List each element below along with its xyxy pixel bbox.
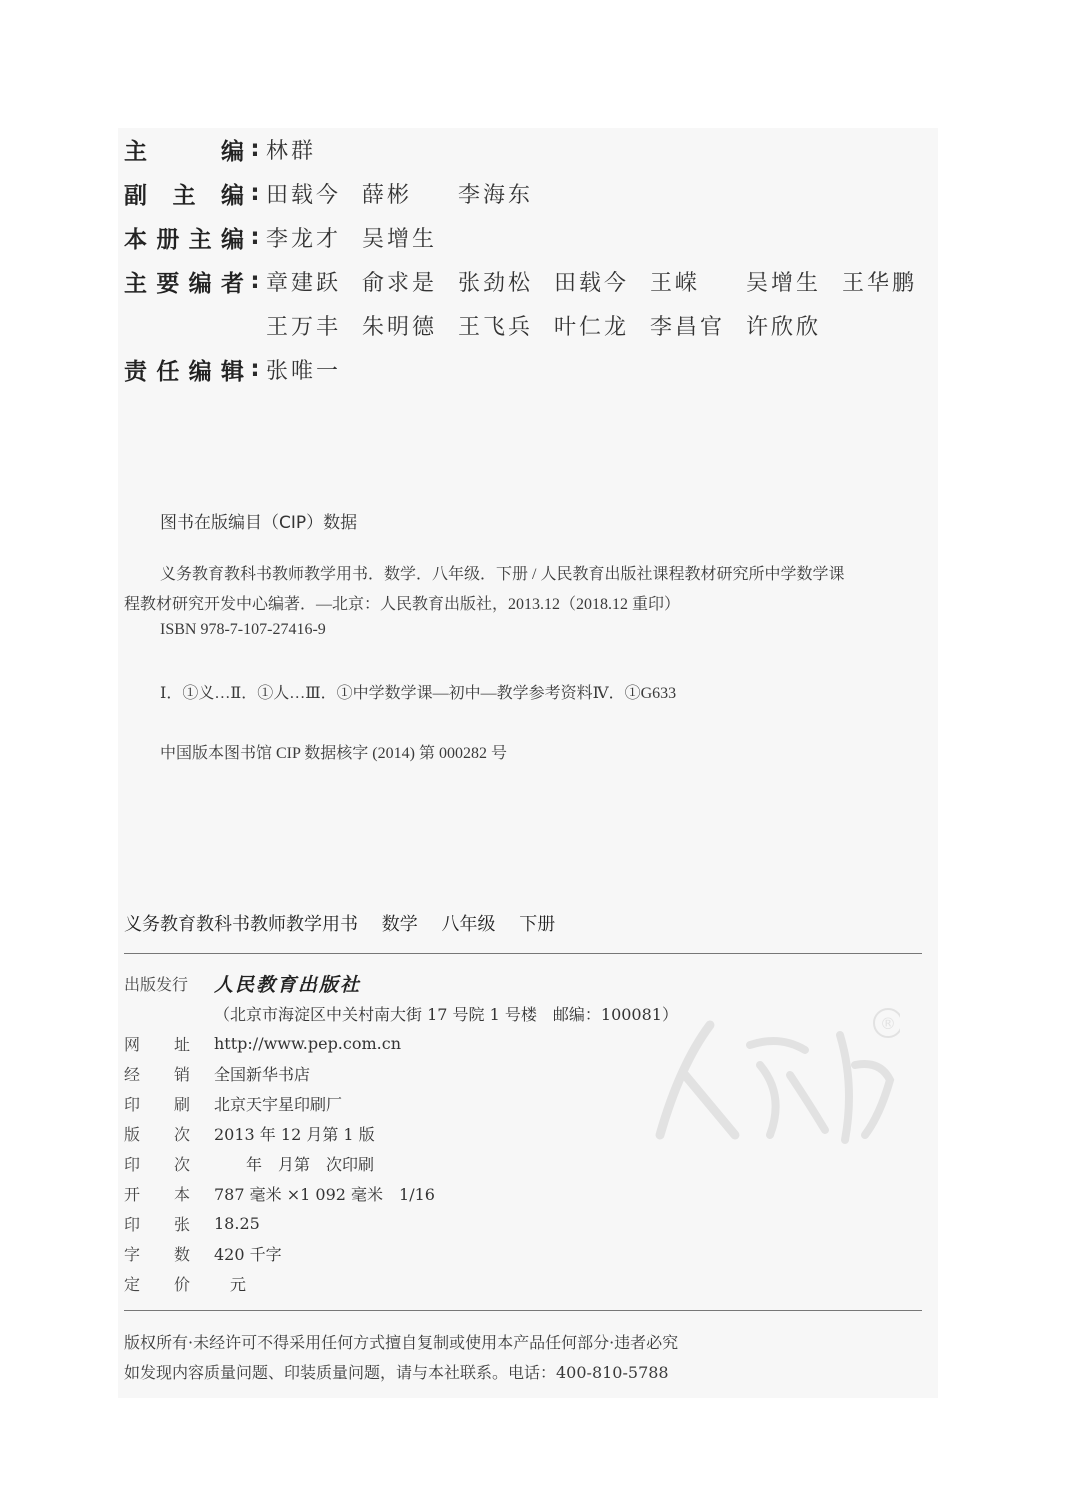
editor-name: 许欣欣 xyxy=(746,314,822,340)
editor-name: 叶仁龙 xyxy=(554,314,630,340)
cip-description-line2: 程教材研究开发中心编著．—北京：人民教育出版社，2013.12（2018.12 重印） xyxy=(124,596,681,613)
publisher-logo: 人民教育出版社 xyxy=(214,973,362,996)
editor-name: 李龙才 xyxy=(266,226,342,252)
imprint-value: 年 月第 次印刷 xyxy=(214,1154,375,1174)
imprint-value: 787 毫米 ×1 092 毫米 1/16 xyxy=(214,1184,435,1204)
imprint-value: 北京天宇星印刷厂 xyxy=(214,1094,343,1114)
colon: : xyxy=(250,356,260,382)
colon: : xyxy=(250,224,260,250)
editor-name: 田载今 xyxy=(554,270,630,296)
editor-name: 王华鹏 xyxy=(842,270,918,296)
imprint-value: 18.25 xyxy=(214,1213,260,1233)
editor-name: 李昌官 xyxy=(650,314,726,340)
imprint-label: 印 次 xyxy=(124,1154,190,1174)
book-volume: 下册 xyxy=(519,914,556,935)
editor-name: 林群 xyxy=(266,138,317,164)
editor-name: 李海东 xyxy=(458,182,534,208)
book-series: 义务教育教科书教师教学用书 xyxy=(124,914,358,935)
book-grade: 八年级 xyxy=(441,914,496,935)
imprint-label: 经 销 xyxy=(124,1064,190,1084)
main-editors-names-row1 xyxy=(266,266,938,297)
cip-record-number: 中国版本图书馆 CIP 数据核字 (2014) 第 000282 号 xyxy=(160,745,507,762)
editor-name: 王飞兵 xyxy=(458,314,534,340)
responsible-editor-names xyxy=(266,354,362,385)
colon: : xyxy=(250,136,260,162)
responsible-editor-row xyxy=(124,351,362,387)
imprint-row xyxy=(124,1090,342,1116)
responsible-editor-label: 责 任 编 辑 xyxy=(124,358,244,385)
volume-editor-label: 本 册 主 编 xyxy=(124,226,244,253)
colon: : xyxy=(250,180,260,206)
imprint-label: 印 张 xyxy=(124,1214,190,1234)
main-editors-label: 主 要 编 者 xyxy=(124,270,244,297)
imprint-value: 全国新华书店 xyxy=(214,1064,311,1084)
book-title xyxy=(124,910,573,936)
imprint-row xyxy=(124,1270,246,1296)
cip-isbn: ISBN 978-7-107-27416-9 xyxy=(160,621,326,638)
imprint-label: 版 次 xyxy=(124,1124,190,1144)
book-subject: 数学 xyxy=(381,914,418,935)
publisher-address: （北京市海淀区中关村南大街 17 号院 1 号楼 邮编：100081） xyxy=(214,1004,678,1024)
copyright-notice: 版权所有·未经许可不得采用任何方式擅自复制或使用本产品任何部分·违者必究 xyxy=(124,1333,679,1352)
imprint-value: 420 千字 xyxy=(214,1244,282,1264)
imprint-row xyxy=(124,1240,282,1266)
cip-description-line1: 义务教育教科书教师教学用书．数学．八年级．下册 / 人民教育出版社课程教材研究所中学数学课 xyxy=(160,566,845,583)
editor-name: 吴增生 xyxy=(362,226,438,252)
cip-title: 图书在版编目（CIP）数据 xyxy=(160,513,358,533)
address-row xyxy=(214,1000,678,1026)
imprint-label: 定 价 xyxy=(124,1274,190,1294)
publisher-watermark xyxy=(640,1005,900,1155)
volume-editor-row xyxy=(124,219,458,255)
imprint-label: 印 刷 xyxy=(124,1094,190,1114)
editor-name: 田载今 xyxy=(266,182,342,208)
divider xyxy=(124,953,922,954)
main-editors-row2 xyxy=(124,307,842,343)
cip-classification: Ⅰ．①义…Ⅱ．①人…Ⅲ．①中学数学课—初中—教学参考资料Ⅳ．①G633 xyxy=(160,685,677,702)
imprint-row xyxy=(124,1180,435,1206)
imprint-label: 字 数 xyxy=(124,1244,190,1264)
deputy-editor-names xyxy=(266,178,554,209)
divider xyxy=(124,1310,922,1311)
main-editors-row xyxy=(124,263,938,299)
imprint-label: 网 址 xyxy=(124,1034,190,1054)
editor-name: 章建跃 xyxy=(266,270,342,296)
colon: : xyxy=(250,268,260,294)
deputy-editor-label: 副 主 编 xyxy=(124,182,244,209)
imprint-row xyxy=(124,1150,374,1176)
volume-editor-names xyxy=(266,222,458,253)
imprint-row xyxy=(124,1030,401,1056)
editor-name: 王嵘 xyxy=(650,270,701,296)
imprint-row xyxy=(124,1210,260,1236)
editor-name: 俞求是 xyxy=(362,270,438,296)
publisher-row xyxy=(124,970,361,996)
chief-editor-names xyxy=(266,134,362,165)
editor-name: 薛彬 xyxy=(362,182,413,208)
chief-editor-row xyxy=(124,131,362,167)
imprint-label: 开 本 xyxy=(124,1184,190,1204)
editor-name: 张唯一 xyxy=(266,358,342,384)
editor-name: 王万丰 xyxy=(266,314,342,340)
contact-notice: 如发现内容质量问题、印装质量问题，请与本社联系。电话：400-810-5788 xyxy=(124,1363,669,1382)
deputy-editor-row xyxy=(124,175,554,211)
publisher-label: 出版发行 xyxy=(124,974,189,994)
imprint-value: 元 xyxy=(214,1274,247,1294)
editor-name: 朱明德 xyxy=(362,314,438,340)
imprint-value: 2013 年 12 月第 1 版 xyxy=(214,1124,375,1144)
imprint-row xyxy=(124,1060,310,1086)
imprint-row xyxy=(124,1120,375,1146)
editor-name: 张劲松 xyxy=(458,270,534,296)
chief-editor-label: 主 编 xyxy=(124,138,244,165)
editor-name: 吴增生 xyxy=(746,270,822,296)
registered-mark: ® xyxy=(880,1014,896,1033)
imprint-value: http://www.pep.com.cn xyxy=(214,1033,402,1053)
main-editors-names-row2 xyxy=(266,310,842,341)
